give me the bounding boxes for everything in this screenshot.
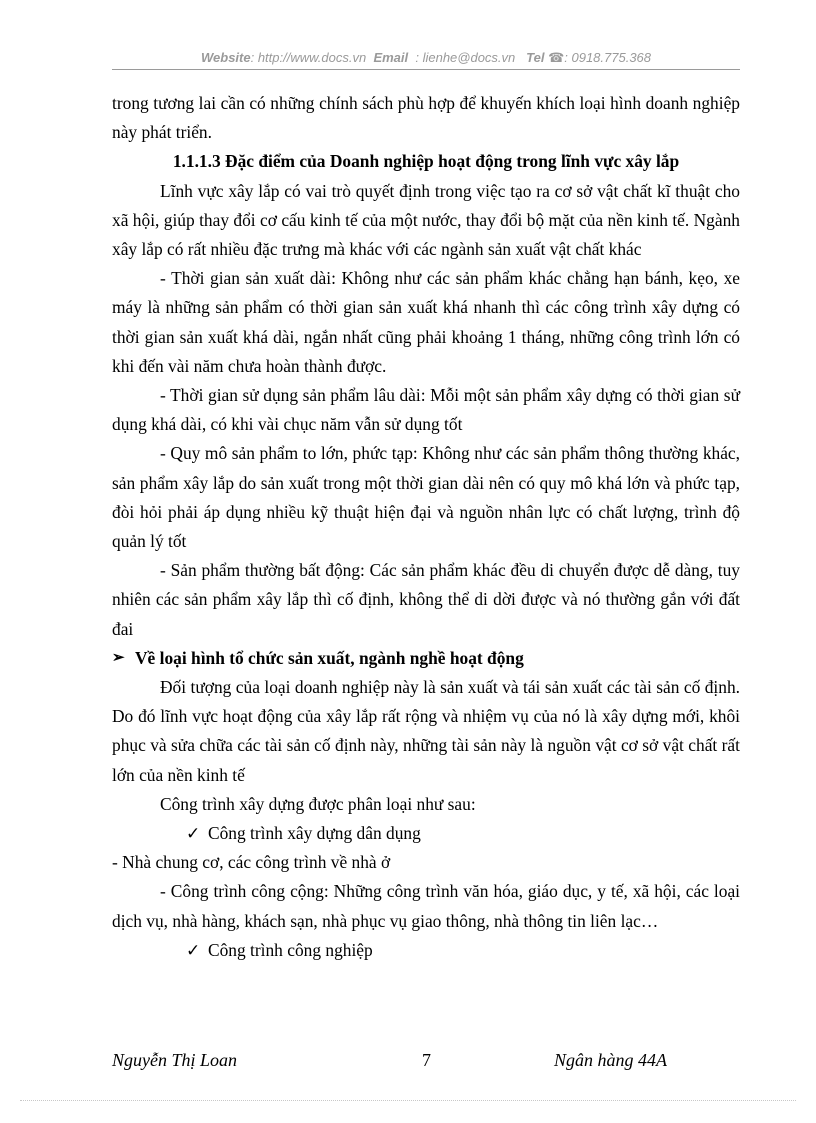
subheading-text: Về loại hình tổ chức sản xuất, ngành nghề hoạt động xyxy=(135,647,524,668)
email-value: : lienhe@docs.vn xyxy=(415,50,516,65)
footer-author: Nguyễn Thị Loan xyxy=(112,1050,238,1070)
phone-icon: ☎ xyxy=(548,50,565,65)
tel-value: : 0918.775.368 xyxy=(564,50,652,65)
arrow-bullet-icon: ➢ xyxy=(112,649,125,666)
page-header xyxy=(112,50,740,66)
header-divider xyxy=(112,69,740,70)
paragraph-overview: Lĩnh vực xây lắp có vai trò quyết định trong việc tạo ra cơ sở vật chất kĩ thuật cho xã hội, giúp thay đổi cơ cấu kinh tế của một nước, thay đổi bộ mặt của nền kinh tế. Ngành xây lắp có rất nhiều đặc trưng mà khác với các ngành sản xuất vật chất khác xyxy=(112,180,740,260)
document-body xyxy=(112,89,740,965)
check-item-label: Công trình xây dựng dân dụng xyxy=(208,823,421,844)
paragraph-immovable: - Sản phẩm thường bất động: Các sản phẩm khác đều di chuyển được dễ dàng, tuy nhiên các sản phẩm xây lắp thì cố định, không thể di dời được và nó thường gắn với đất đai xyxy=(112,560,740,639)
paragraph-production-time: - Thời gian sản xuất dài: Không như các sản phẩm khác chẳng hạn bánh, kẹo, xe máy là những sản phẩm có thời gian sản xuất khá nhanh thì các công trình xây dựng có thời gian sản xuất khá dài, ngắn nhất cũng phải khoảng 1 tháng, những công trình lớn có khi đến vài năm chưa hoàn thành được. xyxy=(112,268,740,376)
paragraph-objects: Đối tượng của loại doanh nghiệp này là sản xuất và tái sản xuất các tài sản cố định. Do đó lĩnh vực hoạt động của xây lắp rất rộng và nhiệm vụ của nó là xây dựng mới, khôi phục và sửa chữa các tài sản cố định này, những tài sản này là nguồn vật cơ sở vật chất rất lớn của nền kinh tế xyxy=(112,677,740,785)
check-item-civil xyxy=(112,819,740,848)
paragraph-scale: - Quy mô sản phẩm to lớn, phức tạp: Không như các sản phẩm thông thường khác, sản phẩm xây lắp do sản xuất trong một thời gian dài nên có quy mô khá lớn và phức tạp, đòi hỏi phải áp dụng nhiều kỹ thuật hiện đại và nguồn nhân lực có chất lượng, trình độ quản lý tốt xyxy=(112,443,740,552)
email-label: Email xyxy=(373,50,409,65)
check-item-label: Công trình công nghiệp xyxy=(208,939,373,960)
website-value: : http://www.docs.vn xyxy=(250,50,367,65)
check-item-industrial xyxy=(112,936,740,965)
check-icon: ✓ xyxy=(186,824,201,844)
check-icon: ✓ xyxy=(186,940,201,960)
footer-divider xyxy=(20,1100,796,1101)
page-footer xyxy=(112,1050,740,1074)
website-label: Website xyxy=(200,50,251,65)
page-number: 7 xyxy=(422,1050,431,1070)
tel-label: Tel xyxy=(526,50,545,65)
paragraph-public-works: - Công trình công cộng: Những công trình văn hóa, giáo dục, y tế, xã hội, các loại dịch vụ, nhà hàng, khách sạn, nhà phục vụ giao thông, nhà thông tin liên lạc… xyxy=(112,881,740,931)
section-heading: 1.1.1.3 Đặc điểm của Doanh nghiệp hoạt động trong lĩnh vực xây lắp xyxy=(172,151,680,172)
subheading-organization xyxy=(112,644,740,673)
paragraph-housing: - Nhà chung cơ, các công trình về nhà ở xyxy=(112,852,391,873)
footer-class: Ngân hàng 44A xyxy=(554,1050,668,1070)
paragraph-usage-time: - Thời gian sử dụng sản phẩm lâu dài: Mỗi một sản phẩm xây dựng có thời gian sử dụng khá dài, có khi vài chục năm vẫn sử dụng tốt xyxy=(112,385,740,435)
paragraph-classification: Công trình xây dựng được phân loại như sau: xyxy=(160,793,476,814)
paragraph-intro: trong tương lai cần có những chính sách phù hợp để khuyến khích loại hình doanh nghiệp này phát triển. xyxy=(112,93,740,143)
